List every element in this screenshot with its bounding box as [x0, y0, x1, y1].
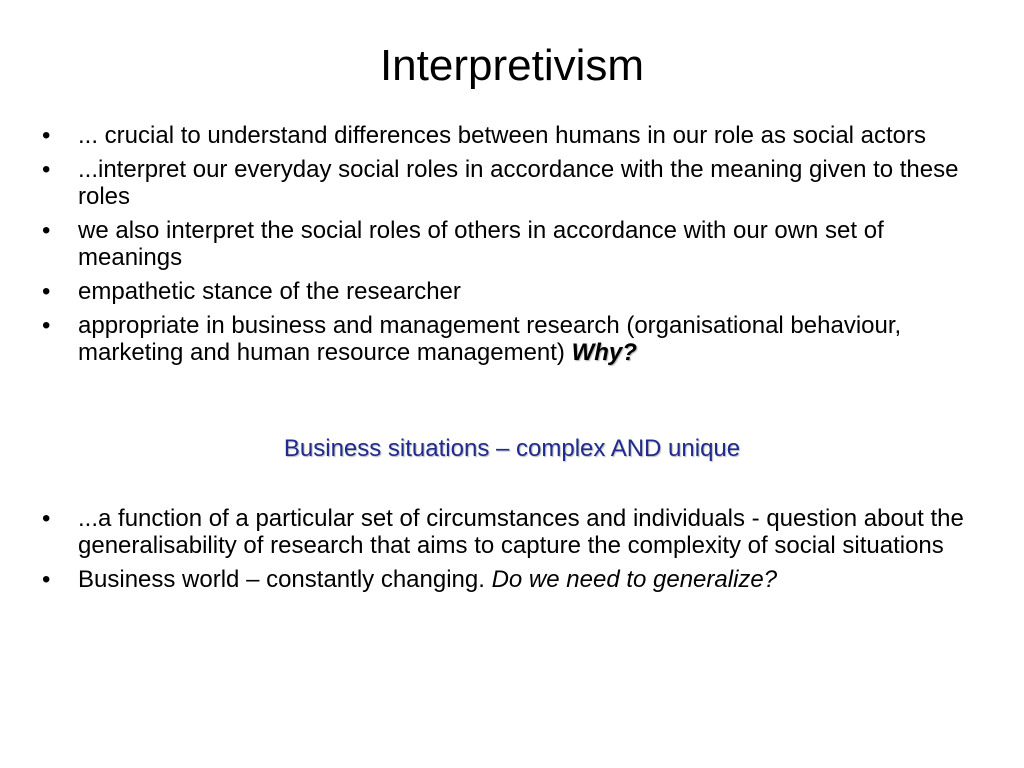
bullet-list-top	[42, 122, 972, 373]
subheading: Business situations – complex AND unique	[283, 435, 741, 462]
bullet-icon: •	[42, 122, 51, 149]
list-item	[42, 156, 972, 210]
bullet-icon: •	[42, 217, 51, 244]
list-item	[42, 122, 972, 149]
bullet-text: Business world – constantly changing.	[78, 566, 492, 593]
list-item	[42, 217, 972, 271]
bullet-icon: •	[42, 312, 51, 339]
bullet-text: ... crucial to understand differences between humans in our role as social actors	[78, 122, 927, 149]
bullet-text: ...a function of a particular set of circumstances and individuals - question about the generalisability of research that aims to capture the complexity of social situations	[78, 505, 964, 559]
bullet-icon: •	[42, 566, 51, 593]
list-item	[42, 566, 972, 593]
bullet-icon: •	[42, 156, 51, 183]
bullet-text: empathetic stance of the researcher	[78, 278, 461, 305]
bullet-text: appropriate in business and management research (organisational behaviour, marketing and human resource management)	[78, 312, 902, 366]
bullet-icon: •	[42, 278, 51, 305]
bullet-list-bottom	[42, 505, 972, 600]
slide-title: Interpretivism	[379, 41, 645, 90]
emphasis-question: Do we need to generalize?	[491, 566, 778, 593]
bullet-text: ...interpret our everyday social roles in accordance with the meaning given to these roles	[78, 156, 959, 210]
list-item	[42, 278, 972, 305]
emphasis-why: Why?	[571, 339, 637, 366]
bullet-text: we also interpret the social roles of others in accordance with our own set of meanings	[78, 217, 884, 271]
list-item	[42, 505, 972, 559]
list-item	[42, 312, 972, 366]
bullet-icon: •	[42, 505, 51, 532]
